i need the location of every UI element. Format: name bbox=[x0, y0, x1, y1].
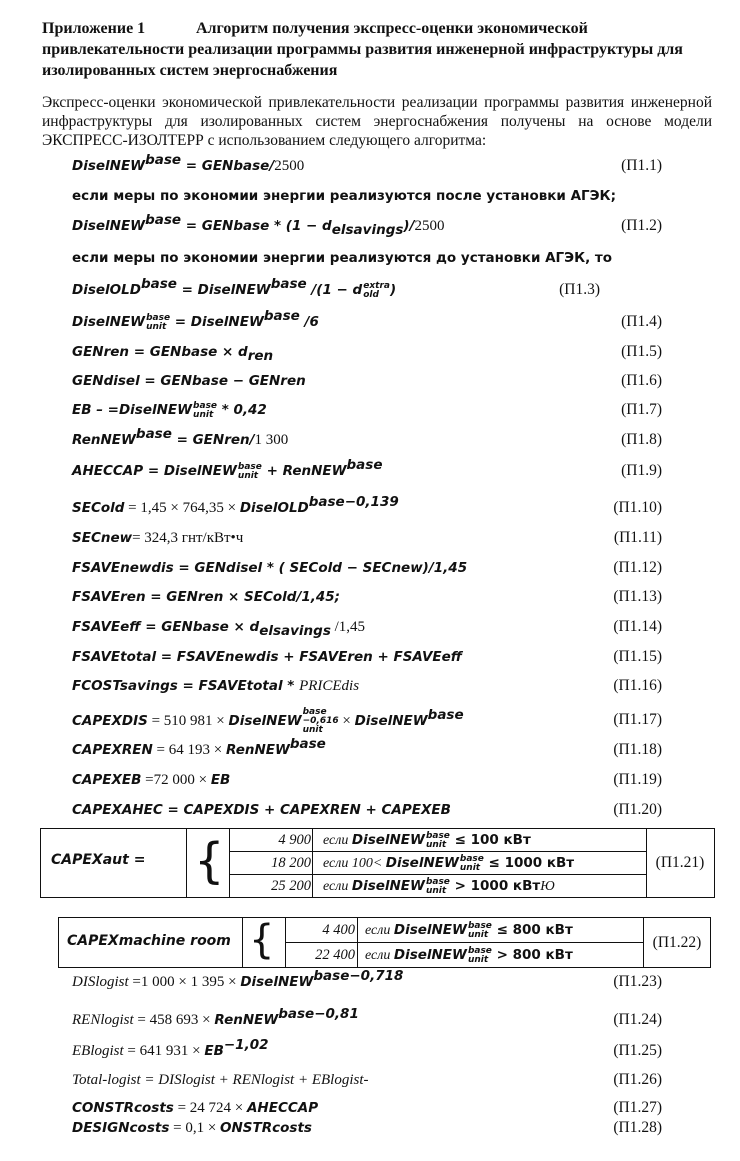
formula-p1-26: Total-logist = DISlogist + RENlogist + EBlogist- (П1.26) bbox=[72, 1071, 662, 1088]
formula-note-2: если меры по экономии энергии реализуются до установки АГЭК, то bbox=[72, 250, 613, 266]
left-brace-icon: { bbox=[249, 917, 275, 963]
formula-p1-5: GENren = GENbase × $d_{ren}$ (П1.5) bbox=[72, 343, 662, 364]
table-row: 4 400 bbox=[322, 922, 355, 938]
formula-number: (П1.1) bbox=[621, 157, 662, 174]
formula-p1-11: SECnew= 324,3 гнт/кВт•ч (П1.11) bbox=[72, 529, 662, 546]
formula-p1-4: DiselNEW base unit = DiselNEW$^{base}$ /6 (П1.4) bbox=[72, 308, 662, 332]
formula-number: (П1.21) bbox=[655, 854, 705, 871]
formula-p1-14: FSAVEeff = GENbase × $d_{elsavings}$ /1,45 (П1.14) bbox=[72, 618, 662, 639]
formula-p1-8: RenNEW$^{base}$ = GENren/1 300 (П1.8) bbox=[72, 426, 662, 448]
formula-p1-13: FSAVEren = GENren × SECold/1,45; (П1.13) bbox=[72, 588, 662, 605]
formula-p1-2: DiselNEW$^{base}$ = GENbase * $(1 - d_{elsavings})/2500$ (П1.2) bbox=[72, 212, 662, 238]
formula-p1-18: CAPEXREN = 64 193 × RenNEW$^{base}$ (П1.18) bbox=[72, 736, 662, 758]
formula-p1-6: GENdisel = GENbase − GENren (П1.6) bbox=[72, 372, 662, 389]
formula-p1-27: CONSTRcosts = 24 724 × AHECCAP (П1.27) bbox=[72, 1099, 662, 1116]
formula-p1-20: CAPEXAHEC = CAPEXDIS + CAPEXREN + CAPEXEB (П1.20) bbox=[72, 801, 662, 818]
capexaut-table: CAPEXaut = { 4 900 если DiselNEW base unit ≤ 100 кВт 18 200 если 100< DiselNEW base unit ≤ 1000 кВт 25 200 если DiselNEW base unit > 1000 кВтЮ (П1.21) bbox=[40, 828, 715, 898]
formula-p1-25: EBlogist = 641 $931 \times EB^{-1,02}$ (П1.25) bbox=[72, 1037, 662, 1059]
formula-p1-7: EB – =DiselNEW base unit * 0,42 (П1.7) bbox=[72, 400, 662, 420]
formula-p1-24: RENlogist = 458 693 × RenNEW$^{base-0,81}$ (П1.24) bbox=[72, 1006, 662, 1028]
capex-machine-room-table: CAPEXmachine room { 4 400 если DiselNEW base unit ≤ 800 кВт 22 400 если DiselNEW base unit > 800 кВт (П1.22) bbox=[58, 917, 711, 968]
formula-p1-15: FSAVEtotal = FSAVEnewdis + FSAVEren + FSAVEeff (П1.15) bbox=[72, 648, 662, 665]
formula-p1-16: FCOSTsavings = FSAVEtotal * PRICEdis (П1.16) bbox=[72, 677, 662, 694]
formula-p1-12: FSAVEnewdis = GENdisel * ( SECold − SECnew)/1,45 (П1.12) bbox=[72, 559, 662, 576]
left-brace-icon: { bbox=[194, 833, 225, 889]
appendix-number: Приложение 1 bbox=[42, 20, 146, 37]
formula-p1-28: DESIGNcosts = 0,1 × ONSTRcosts (П1.28) bbox=[72, 1119, 662, 1136]
formula-p1-17: CAPEXDIS = 510 981 × DiselNEW base −0,616 unit × DiselNEW$^{base}$ (П1.17) bbox=[72, 706, 662, 735]
formula-p1-1: DiselNEW$^{base}$ = GENbase/2500 (П1.1) bbox=[72, 154, 662, 178]
formula-note-1: если меры по экономии энергии реализуются после установки АГЭК; bbox=[72, 188, 616, 204]
table-row: 18 200 bbox=[271, 855, 311, 871]
formula-p1-19: CAPEXEB =72 000 × EB (П1.19) bbox=[72, 771, 662, 788]
formula-p1-23: DISlogist =1 000 × 1 395 × DiselNEW$^{base-0,718}$ (П1.23) bbox=[72, 968, 662, 990]
table-row: 25 200 bbox=[271, 878, 311, 894]
formula-number: (П1.22) bbox=[652, 934, 702, 951]
intro-paragraph: Экспресс-оценки экономической привлекательности реализации программы развития инженерной инфраструктуры для изолированных систем энергоснабжения получены на основе модели ЭКСПРЕСС-ИЗОЛТЕРР с использованием следующего алгоритма: bbox=[42, 94, 712, 149]
formula-p1-9: AHECCAP = DiselNEW base unit + RenNEW$^{base}$ (П1.9) bbox=[72, 457, 662, 481]
capexaut-label-cell: CAPEXaut = bbox=[41, 829, 187, 897]
formula-p1-3: DiselOLD$^{base}$ = DiselNEW$^{base}$ /(1 − d extra old ) (П1.3) bbox=[72, 276, 600, 300]
appendix-title: Алгоритм получения экспресс-оценки экономической привлекательности реализации программы развития инженерной инфраструктуры для изолированных систем энергоснабжения bbox=[42, 20, 683, 79]
formula-p1-10: SECold = 1,45 × 764,35 × DiselOLD$^{base-0,139}$ (П1.10) bbox=[72, 494, 662, 516]
table-row: 4 900 bbox=[278, 832, 311, 848]
appendix-heading bbox=[42, 18, 712, 81]
table-row: 22 400 bbox=[315, 947, 355, 963]
